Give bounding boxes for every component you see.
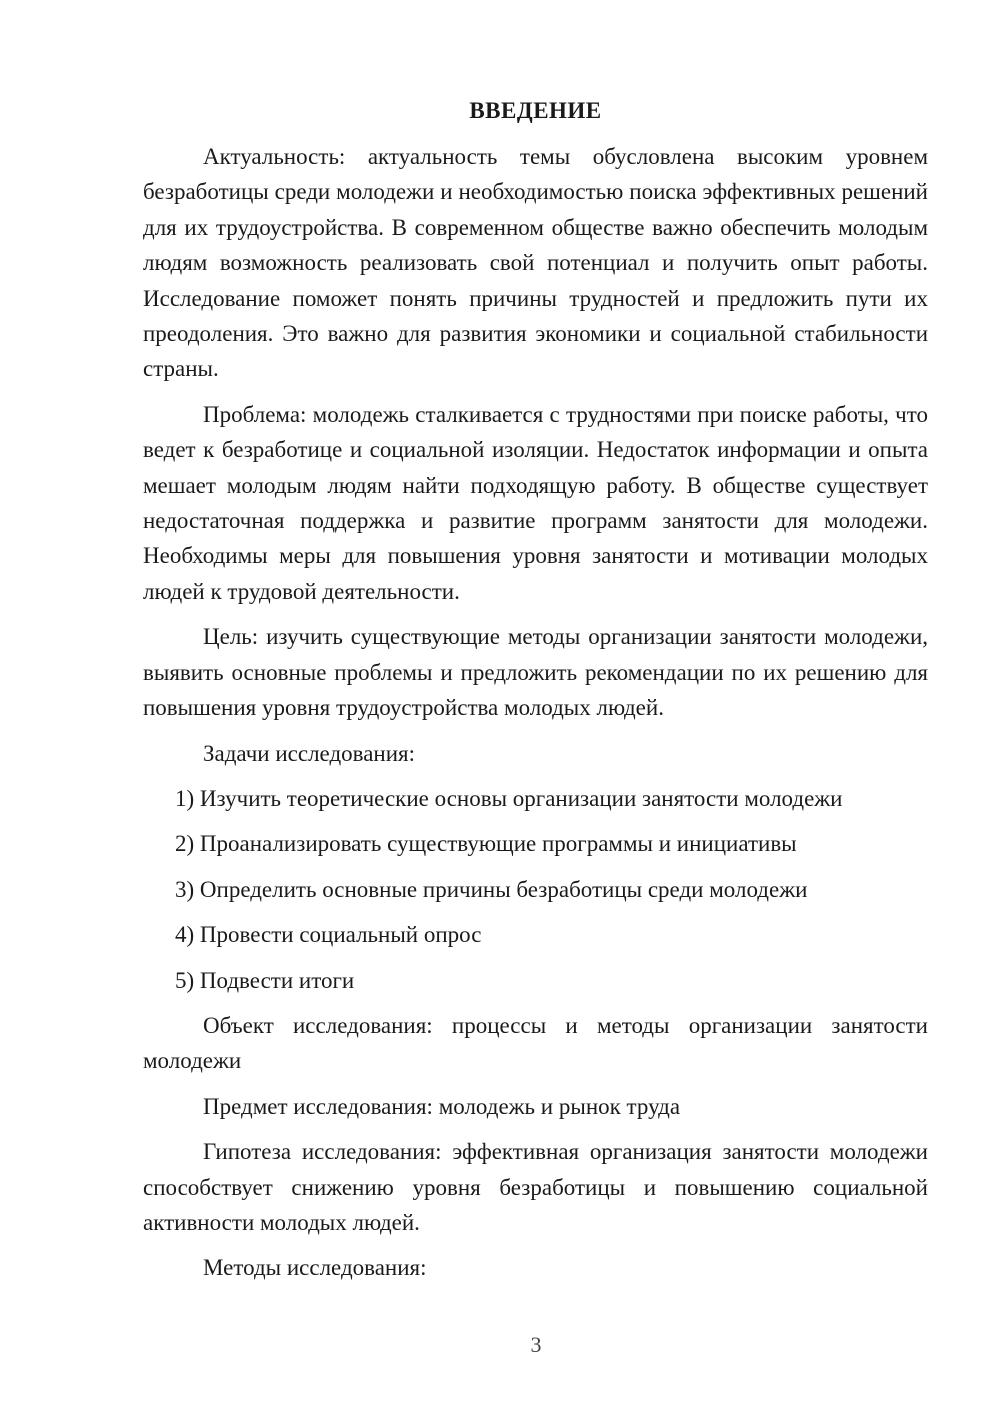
- list-item: 4) Провести социальный опрос: [175, 922, 482, 948]
- paragraph-subject: Предмет исследования: молодежь и рынок труда: [203, 1093, 681, 1119]
- list-item: 2) Проанализировать существующие программы и инициативы: [175, 831, 797, 857]
- paragraph-tasks-heading: Задачи исследования:: [203, 740, 416, 766]
- paragraph-goal: Цель: изучить существующие методы организации занятости молодежи, выявить основные проблемы и предложить рекомендации по их решению для повышения уровня трудоустройства молодых людей.: [143, 624, 928, 721]
- list-item: 5) Подвести итоги: [175, 967, 355, 993]
- page-number: 3: [530, 1332, 542, 1357]
- tasks-list: [143, 781, 928, 998]
- list-item: 3) Определить основные причины безработицы среди молодежи: [175, 876, 808, 902]
- paragraph-methods: Методы исследования:: [203, 1255, 427, 1281]
- paragraph-object: Объект исследования: процессы и методы организации занятости молодежи: [143, 1012, 928, 1074]
- paragraph-hypothesis: Гипотеза исследования: эффективная организация занятости молодежи способствует снижению уровня безработицы и повышению социальной активности молодых людей.: [143, 1139, 928, 1235]
- paragraph-problem: Проблема: молодежь сталкивается с трудностями при поиске работы, что ведет к безработице и социальной изоляции. Недостаток информации и опыта мешает молодым людям найти подходящую работу. В обществе существует недостаточная поддержка и развитие программ занятости для молодежи. Необходимы меры для повышения уровня занятости и мотивации молодых людей к трудовой деятельности.: [143, 401, 928, 604]
- section-heading: ВВЕДЕНИЕ: [469, 98, 602, 123]
- list-item: 1) Изучить теоретические основы организации занятости молодежи: [175, 785, 843, 811]
- page-content: [143, 95, 928, 1296]
- paragraph-relevance: Актуальность: актуальность темы обусловлена высоким уровнем безработицы среди молодежи и необходимостью поиска эффективных решений для их трудоустройства. В современном обществе важно обеспечить молодым людям возможность реализовать свой потенциал и получить опыт работы. Исследование поможет понять причины трудностей и предложить пути их преодоления. Это важно для развития экономики и социальной стабильности страны.: [143, 144, 928, 382]
